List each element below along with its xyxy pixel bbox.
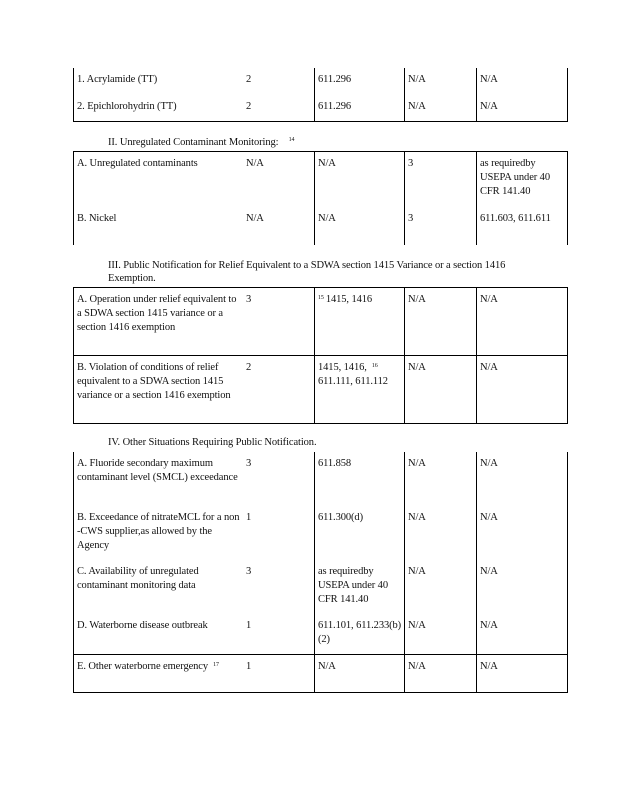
section-iii-table — [73, 287, 546, 424]
cell-col5: N/A — [477, 452, 568, 506]
section-heading-ii — [108, 136, 528, 149]
table-row — [74, 506, 568, 560]
table-row — [74, 560, 568, 614]
cell-citation: 611.300(d) — [315, 506, 405, 560]
heading-text: III. Public Notification for Relief Equivalent to a SDWA section 1415 Variance or a section 1416 Exemption. — [108, 260, 506, 284]
cell-col5: 611.603, 611.611 — [477, 207, 568, 245]
table-row — [74, 95, 568, 121]
table-row — [74, 654, 568, 692]
cell-col5: as requiredby USEPA under 40 CFR 141.40 — [477, 152, 568, 207]
cell-contaminant: D. Waterborne disease outbreak — [74, 614, 244, 654]
cell-col4: N/A — [405, 95, 477, 121]
cell-citation: 611.296 — [315, 68, 405, 95]
cell-contaminant — [74, 654, 244, 692]
cell-citation — [315, 288, 405, 356]
heading-text: IV. Other Situations Requiring Public Notification. — [108, 437, 317, 448]
section-heading-iv — [108, 436, 528, 449]
table-row — [74, 452, 568, 506]
cell-tier: 3 — [246, 458, 252, 469]
cell-col5: N/A — [477, 288, 568, 356]
cell-contaminant: B. Violation of conditions of relief equivalent to a SDWA section 1415 variance or a section 1416 exemption — [74, 356, 244, 424]
cell-contaminant: A. Operation under relief equivalent to a SDWA section 1415 variance or a section 1416 exemption — [74, 288, 244, 356]
cell-col5: N/A — [477, 356, 568, 424]
cell-contaminant: 1. Acrylamide (TT) — [74, 68, 244, 95]
table-row — [74, 356, 568, 424]
cell-col5: N/A — [477, 614, 568, 654]
footnote-marker: 15 — [318, 295, 324, 301]
cell-tier: 2 — [243, 356, 315, 424]
heading-text: II. Unregulated Contaminant Monitoring: — [108, 137, 279, 148]
cell-citation: as requiredby USEPA under 40 CFR 141.40 — [315, 560, 405, 614]
contaminant-text: E. Other waterborne emergency — [77, 660, 209, 672]
table-row — [74, 207, 568, 245]
cell-citation: N/A — [315, 654, 405, 692]
cell-contaminant: B. Nickel — [74, 207, 244, 245]
cell-col5: N/A — [477, 560, 568, 614]
cell-col4: 3 — [405, 152, 477, 207]
citation-text: 1415, 1416 — [325, 294, 373, 305]
cell-col4: N/A — [405, 68, 477, 95]
cell-col5: N/A — [477, 95, 568, 121]
footnote-marker: 16 — [371, 363, 378, 369]
cell-tier: 2 — [246, 74, 252, 85]
table-row — [74, 152, 568, 207]
cell-col4: N/A — [405, 614, 477, 654]
cell-col4: N/A — [405, 356, 477, 424]
cell-col4: 3 — [405, 207, 477, 245]
cell-citation: N/A — [315, 207, 405, 245]
cell-col4: N/A — [405, 654, 477, 692]
cell-citation: 611.296 — [315, 95, 405, 121]
cell-col5: N/A — [477, 506, 568, 560]
table-row — [74, 68, 568, 95]
cell-contaminant: A. Fluoride secondary maximum contaminant level (SMCL) exceedance — [74, 452, 244, 506]
section-ii-table — [73, 151, 551, 245]
cell-tier: N/A — [246, 212, 264, 224]
cell-citation: 611.858 — [315, 452, 405, 506]
cell-tier: 3 — [243, 288, 315, 356]
cell-contaminant: C. Availability of unregulated contaminant monitoring data — [74, 560, 244, 614]
citation-text: 611.111, 611.112 — [318, 376, 388, 387]
cell-citation — [315, 356, 405, 424]
cell-tier: 3 — [246, 566, 252, 577]
citation-text: 1415, 1416, — [318, 362, 367, 373]
top-table — [73, 68, 546, 122]
cell-tier: N/A — [243, 152, 315, 207]
cell-col4: N/A — [405, 560, 477, 614]
cell-contaminant: 2. Epichlorohydrin (TT) — [74, 95, 244, 121]
cell-col5: N/A — [477, 68, 568, 95]
footnote-marker: 14 — [288, 137, 295, 143]
cell-col4: N/A — [405, 288, 477, 356]
section-iv-table — [73, 452, 546, 693]
section-heading-iii — [108, 259, 528, 285]
cell-tier: 1 — [246, 620, 252, 631]
cell-col4: N/A — [405, 506, 477, 560]
cell-col5: N/A — [477, 654, 568, 692]
cell-citation: N/A — [315, 152, 405, 207]
cell-tier: 1 — [243, 654, 315, 692]
cell-tier: 1 — [246, 512, 252, 523]
table-row — [74, 614, 568, 654]
footnote-marker: 17 — [213, 661, 219, 668]
cell-tier: 2 — [243, 95, 315, 121]
table-row — [74, 288, 568, 356]
cell-contaminant: B. Exceedance of nitrateMCL for a non -CWS supplier,as allowed by the Agency — [74, 506, 244, 560]
cell-col4: N/A — [405, 452, 477, 506]
cell-contaminant: A. Unregulated contaminants — [74, 152, 244, 207]
cell-citation: 611.101, 611.233(b)(2) — [315, 614, 405, 654]
